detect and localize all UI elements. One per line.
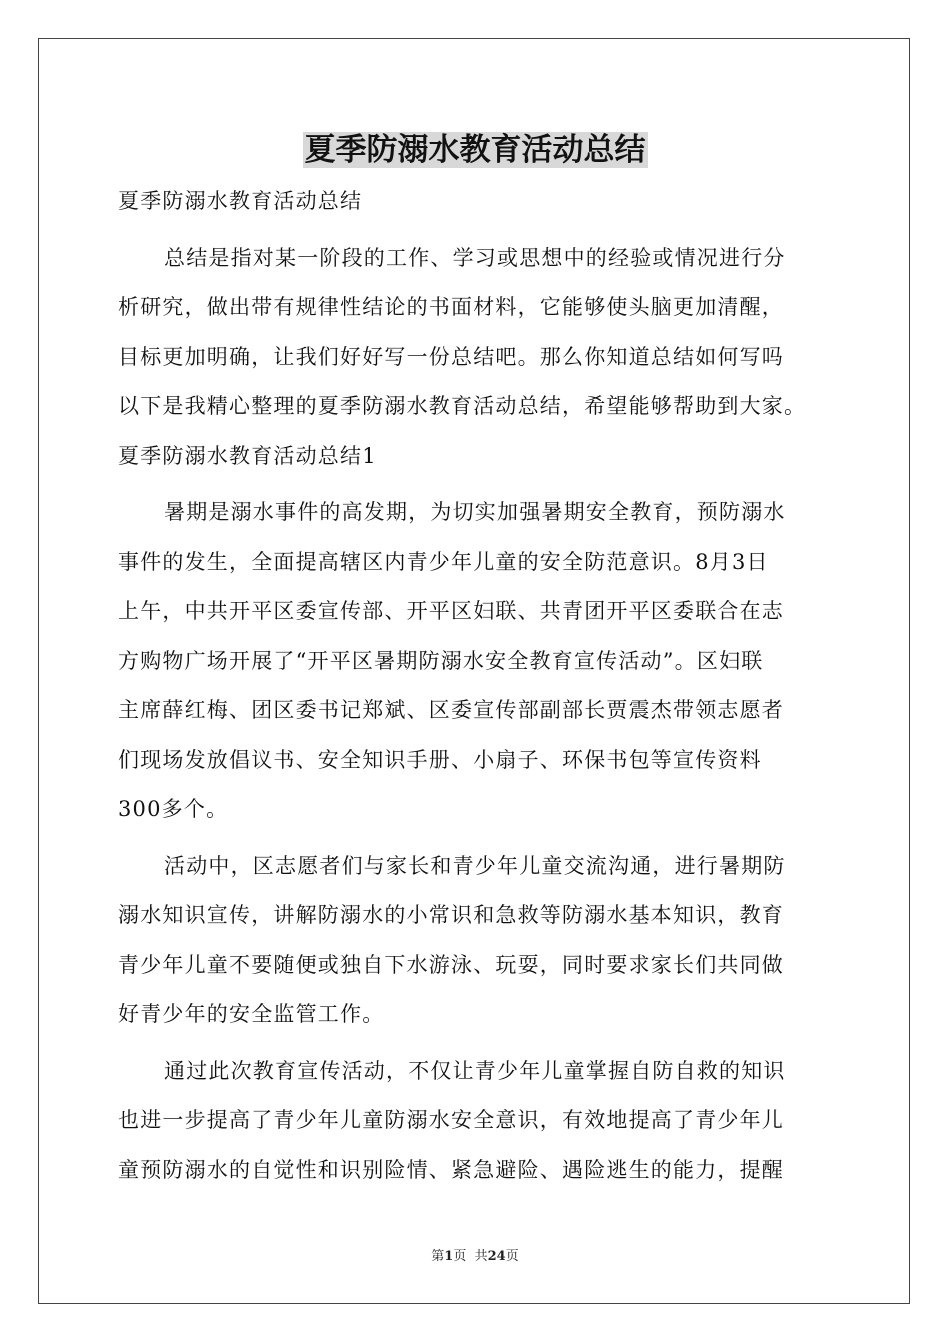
paragraph-line: 青少年儿童不要随便或独自下水游泳、玩耍，同时要求家长们共同做 (118, 952, 784, 977)
paragraph-line: 们现场发放倡议书、安全知识手册、小扇子、环保书包等宣传资料 (118, 747, 762, 772)
paragraph-line: 方购物广场开展了“开平区暑期防溺水安全教育宣传活动”。区妇联 (118, 648, 764, 673)
footer-total-pages: 24 (487, 1249, 506, 1264)
page-footer (0, 1248, 950, 1266)
footer-mid: 页 共 (453, 1249, 488, 1264)
footer-current-page: 1 (444, 1249, 454, 1264)
subtitle: 夏季防溺水教育活动总结 (118, 189, 363, 213)
paragraph-2 (118, 842, 834, 1040)
paragraph-line: 上午，中共开平区委宣传部、开平区妇联、共青团开平区委联合在志 (118, 599, 784, 623)
paragraph-3 (118, 1047, 834, 1196)
paragraph-line: 事件的发生，全面提高辖区内青少年儿童的安全防范意识。8月3日 (118, 549, 769, 574)
footer-suffix: 页 (505, 1249, 519, 1264)
intro-line: 总结是指对某一阶段的工作、学习或思想中的经验或情况进行分 (164, 245, 786, 270)
intro-paragraph (118, 234, 834, 432)
document-title (0, 128, 950, 172)
paragraph-line: 溺水知识宣传，讲解防溺水的小常识和急救等防溺水基本知识，教育 (118, 903, 784, 927)
section-heading: 夏季防溺水教育活动总结1 (118, 443, 377, 468)
paragraph-line: 主席薛红梅、团区委书记郑斌、区委宣传部副部长贾震杰带领志愿者 (118, 698, 784, 722)
footer-prefix: 第 (431, 1249, 445, 1264)
intro-line: 以下是我精心整理的夏季防溺水教育活动总结，希望能够帮助到大家。 (118, 394, 807, 418)
document-title-text: 夏季防溺水教育活动总结 (304, 132, 646, 168)
paragraph-line: 好青少年的安全监管工作。 (118, 1002, 385, 1026)
document-body (118, 177, 834, 1195)
paragraph-line: 300多个。 (118, 797, 229, 821)
paragraph-1 (118, 488, 834, 835)
intro-line: 析研究，做出带有规律性结论的书面材料，它能够使头脑更加清醒， (118, 295, 784, 319)
paragraph-line: 通过此次教育宣传活动，不仅让青少年儿童掌握自防自救的知识 (164, 1058, 786, 1083)
paragraph-line: 也进一步提高了青少年儿童防溺水安全意识，有效地提高了青少年儿 (118, 1108, 784, 1132)
intro-line: 目标更加明确，让我们好好写一份总结吧。那么你知道总结如何写吗 (118, 344, 784, 369)
paragraph-line: 童预防溺水的自觉性和识别险情、紧急避险、遇险逃生的能力，提醒 (118, 1157, 784, 1182)
paragraph-line: 暑期是溺水事件的高发期，为切实加强暑期安全教育，预防溺水 (164, 500, 786, 524)
paragraph-line: 活动中，区志愿者们与家长和青少年儿童交流沟通，进行暑期防 (164, 853, 786, 878)
